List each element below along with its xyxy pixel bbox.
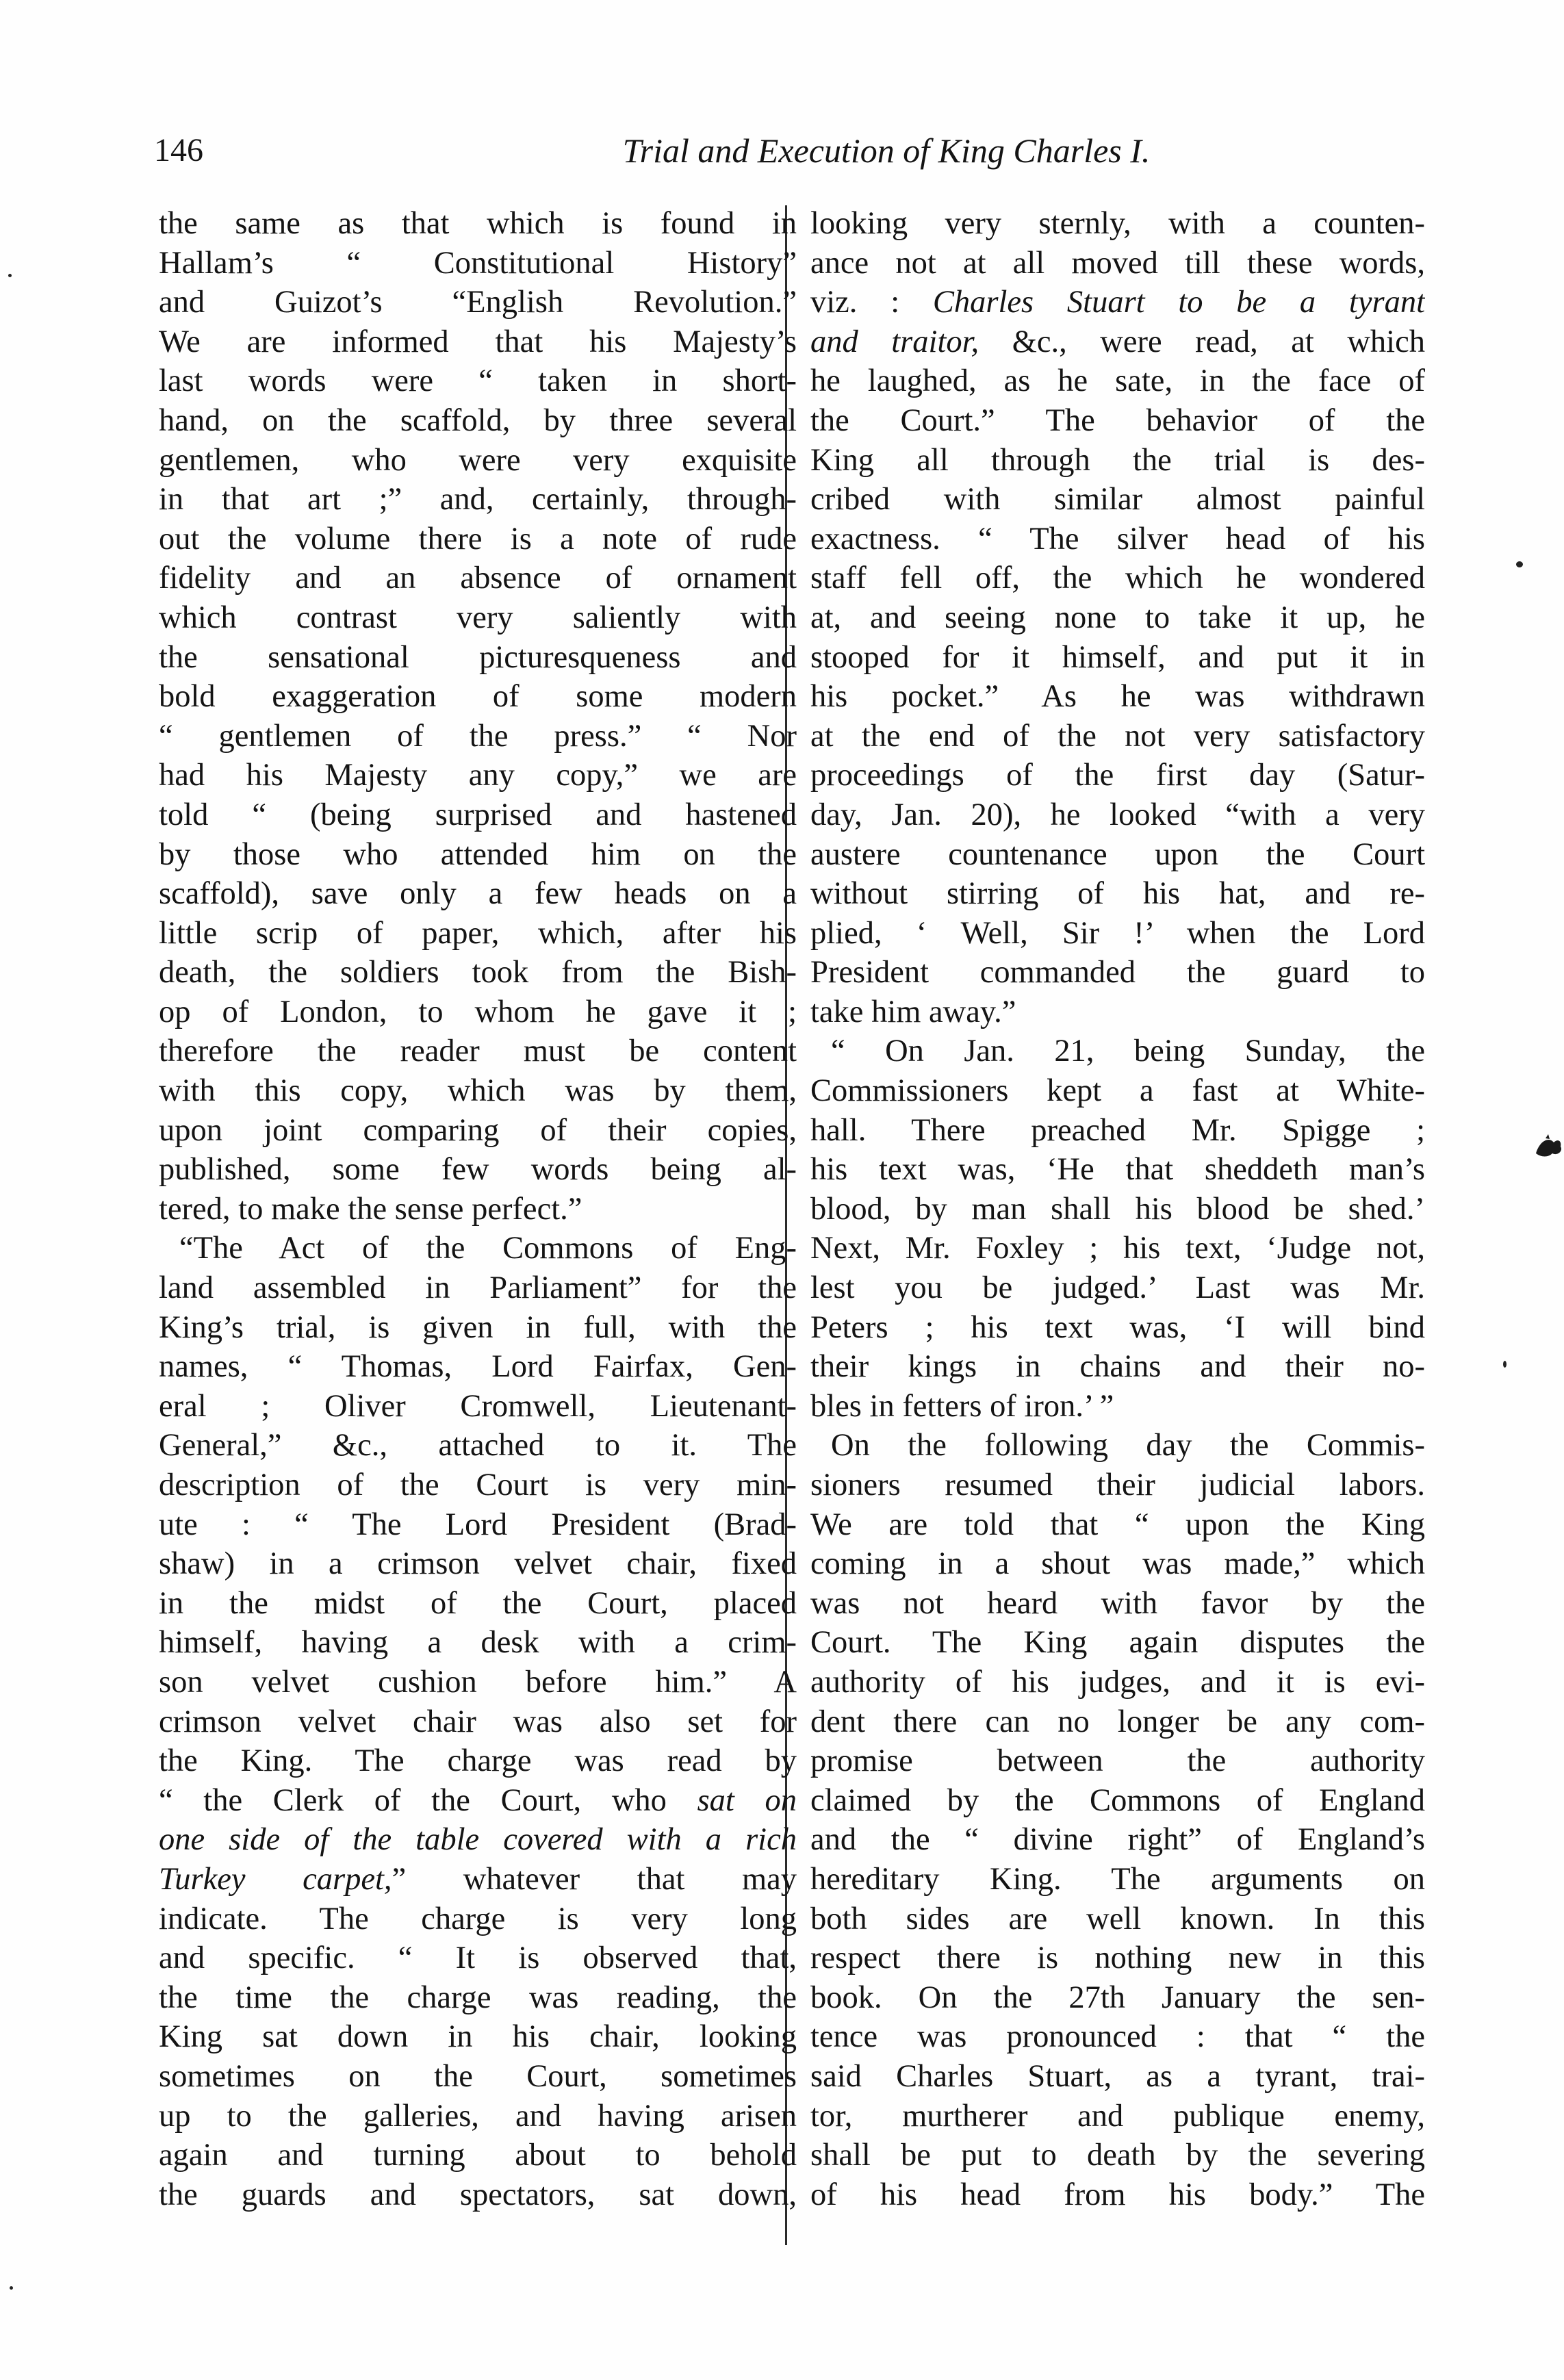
text-line: had his Majesty any copy,” we are — [159, 758, 797, 793]
text-line: of his head from his body.” The — [810, 2177, 1425, 2212]
text-line: description of the Court is very min- — [159, 1468, 797, 1502]
text-line: shall be put to death by the severing — [810, 2138, 1425, 2173]
text-line: King all through the trial is des- — [810, 442, 1425, 478]
text-line: Court. The King again disputes the — [810, 1625, 1425, 1661]
text-line: Commissioners kept a fast at White- — [810, 1073, 1425, 1109]
text-line: told “ (being surprised and hastened — [159, 797, 797, 832]
text-line: out the volume there is a note of rude — [159, 521, 797, 556]
text-line: sioners resumed their judicial labors. — [810, 1468, 1425, 1502]
text-line: son velvet cushion before him.” A — [159, 1664, 797, 1700]
text-line: “The Act of the Commons of Eng- — [179, 1231, 797, 1266]
text-line: said Charles Stuart, as a tyrant, trai- — [810, 2058, 1425, 2094]
text-line: indicate. The charge is very long — [159, 1901, 797, 1936]
left-column — [159, 204, 797, 2214]
ink-speck — [10, 2286, 13, 2290]
text-line: book. On the 27th January the sen- — [810, 1980, 1425, 2015]
text-segment: viz. : — [810, 285, 900, 320]
text-line — [159, 1781, 797, 1821]
text-line: with this copy, which was by them, — [159, 1073, 797, 1109]
text-line: staff fell off, the which he wondered — [810, 561, 1425, 596]
text-line: both sides are well known. In this — [810, 1901, 1425, 1936]
text-line: looking very sternly, with a counten- — [810, 206, 1425, 241]
text-line: ance not at all moved till these words, — [810, 245, 1425, 281]
text-line: at, and seeing none to take it up, he — [810, 600, 1425, 635]
text-line: shaw) in a crimson velvet chair, fixed — [159, 1546, 797, 1582]
text-line: names, “ Thomas, Lord Fairfax, Gen- — [159, 1349, 797, 1385]
text-line: the guards and spectators, sat down, — [159, 2177, 797, 2212]
text-line: up to the galleries, and having arisen — [159, 2098, 797, 2134]
printers-ornament-icon — [1533, 1133, 1563, 1159]
text-line: bold exaggeration of some modern — [159, 679, 797, 715]
text-line: day, Jan. 20), he looked “with a very — [810, 797, 1425, 832]
text-line: Hallam’s “ Constitutional History” — [159, 245, 797, 281]
ink-speck — [8, 274, 12, 277]
text-line: little scrip of paper, which, after his — [159, 915, 797, 951]
text-line: General,” &c., attached to it. The — [159, 1428, 797, 1463]
text-line: fidelity and an absence of ornament — [159, 561, 797, 596]
text-line: the same as that which is found in — [159, 206, 797, 241]
text-line: hand, on the scaffold, by three several — [159, 402, 797, 438]
text-line: take him away.” — [810, 994, 1016, 1029]
text-line: We are told that “ upon the King — [810, 1507, 1425, 1542]
text-line: “ gentlemen of the press.” “ Nor — [159, 718, 797, 754]
text-line: again and turning about to behold — [159, 2138, 797, 2173]
text-line: he laughed, as he sate, in the face of — [810, 363, 1425, 399]
text-line: tence was pronounced : that “ the — [810, 2019, 1425, 2055]
page-number: 146 — [154, 132, 203, 168]
text-line: sometimes on the Court, sometimes — [159, 2058, 797, 2094]
text-line: published, some few words being al- — [159, 1152, 797, 1188]
text-line — [810, 322, 1425, 362]
text-line: upon joint comparing of their copies, — [159, 1112, 797, 1148]
text-line: crimson velvet chair was also set for — [159, 1704, 797, 1739]
text-line: We are informed that his Majesty’s — [159, 324, 797, 359]
text-line: King sat down in his chair, looking — [159, 2019, 797, 2055]
text-line: the time the charge was reading, the — [159, 1980, 797, 2015]
text-line: dent there can no longer be any com- — [810, 1704, 1425, 1739]
text-line: plied, ‘ Well, Sir !’ when the Lord — [810, 915, 1425, 951]
text-line: tered, to make the sense perfect.” — [159, 1191, 582, 1227]
running-title: Trial and Execution of King Charles I. — [622, 131, 1151, 170]
text-line: hereditary King. The arguments on — [810, 1861, 1425, 1897]
text-line: therefore the reader must be content — [159, 1034, 797, 1069]
text-line: lest you be judged.’ Last was Mr. — [810, 1270, 1425, 1306]
text-line: their kings in chains and their no- — [810, 1349, 1425, 1385]
text-line: promise between the authority — [810, 1743, 1425, 1779]
text-line: and specific. “ It is observed that, — [159, 1941, 797, 1976]
text-line: scaffold), save only a few heads on a — [159, 876, 797, 912]
text-line: and the “ divine right” of England’s — [810, 1822, 1425, 1858]
text-line: the King. The charge was read by — [159, 1743, 797, 1779]
text-line: austere countenance upon the Court — [810, 836, 1425, 872]
text-line: authority of his judges, and it is evi- — [810, 1664, 1425, 1700]
text-line: tor, murtherer and publique enemy, — [810, 2098, 1425, 2134]
text-line: coming in a shout was made,” which — [810, 1546, 1425, 1582]
text-line: one side of the table covered with a rich — [159, 1822, 797, 1858]
text-line: On the following day the Commis- — [831, 1428, 1425, 1463]
text-line: and Guizot’s “English Revolution.” — [159, 285, 797, 320]
text-line: the sensational picturesqueness and — [159, 639, 797, 675]
text-line: blood, by man shall his blood be shed.’ — [810, 1191, 1425, 1227]
ink-speck — [1503, 1361, 1507, 1368]
text-line: “ On Jan. 21, being Sunday, the — [831, 1034, 1425, 1069]
text-line: land assembled in Parliament” for the — [159, 1270, 797, 1306]
text-line: death, the soldiers took from the Bish- — [159, 955, 797, 990]
italic-segment: and traitor, — [810, 324, 979, 359]
text-line: the Court.” The behavior of the — [810, 402, 1425, 438]
text-line: exactness. “ The silver head of his — [810, 521, 1425, 556]
text-line: eral ; Oliver Cromwell, Lieutenant- — [159, 1388, 797, 1424]
text-line: bles in fetters of iron.’ ” — [810, 1388, 1114, 1424]
text-line: in the midst of the Court, placed — [159, 1585, 797, 1621]
text-line: in that art ;” and, certainly, through- — [159, 482, 797, 517]
text-segment: “ the Clerk of the Court, who — [159, 1782, 667, 1818]
text-line: King’s trial, is given in full, with the — [159, 1309, 797, 1345]
italic-segment: Turkey carpet, — [159, 1861, 392, 1897]
text-line: hall. There preached Mr. Spigge ; — [810, 1112, 1425, 1148]
text-line: gentlemen, who were very exquisite — [159, 442, 797, 478]
text-line: which contrast very saliently with — [159, 600, 797, 635]
text-segment: &c., were read, at which — [1012, 324, 1425, 359]
text-line: proceedings of the first day (Satur- — [810, 758, 1425, 793]
text-line: President commanded the guard to — [810, 955, 1425, 990]
text-line: without stirring of his hat, and re- — [810, 876, 1425, 912]
text-line: claimed by the Commons of England — [810, 1782, 1425, 1818]
text-line: himself, having a desk with a crim- — [159, 1625, 797, 1661]
text-line: his text was, ‘He that sheddeth man’s — [810, 1152, 1425, 1188]
text-line: stooped for it himself, and put it in — [810, 639, 1425, 675]
ink-speck — [1516, 561, 1523, 567]
text-line — [810, 283, 1425, 322]
text-line: his pocket.” As he was withdrawn — [810, 679, 1425, 715]
text-line: ute : “ The Lord President (Brad- — [159, 1507, 797, 1542]
italic-segment: Charles Stuart to be a tyrant — [932, 285, 1425, 320]
text-line — [159, 1860, 797, 1899]
text-line: Next, Mr. Foxley ; his text, ‘Judge not, — [810, 1231, 1425, 1266]
italic-segment: sat on — [697, 1782, 797, 1818]
text-line: respect there is nothing new in this — [810, 1941, 1425, 1976]
right-column — [795, 204, 1425, 2214]
text-line: last words were “ taken in short- — [159, 363, 797, 399]
text-line: op of London, to whom he gave it ; — [159, 994, 797, 1029]
text-segment: ” whatever that may — [392, 1861, 797, 1897]
text-line: at the end of the not very satisfactory — [810, 718, 1425, 754]
text-line: cribed with similar almost painful — [810, 482, 1425, 517]
text-line: Peters ; his text was, ‘I will bind — [810, 1309, 1425, 1345]
running-head — [154, 130, 1427, 178]
text-line: by those who attended him on the — [159, 836, 797, 872]
text-line: was not heard with favor by the — [810, 1585, 1425, 1621]
